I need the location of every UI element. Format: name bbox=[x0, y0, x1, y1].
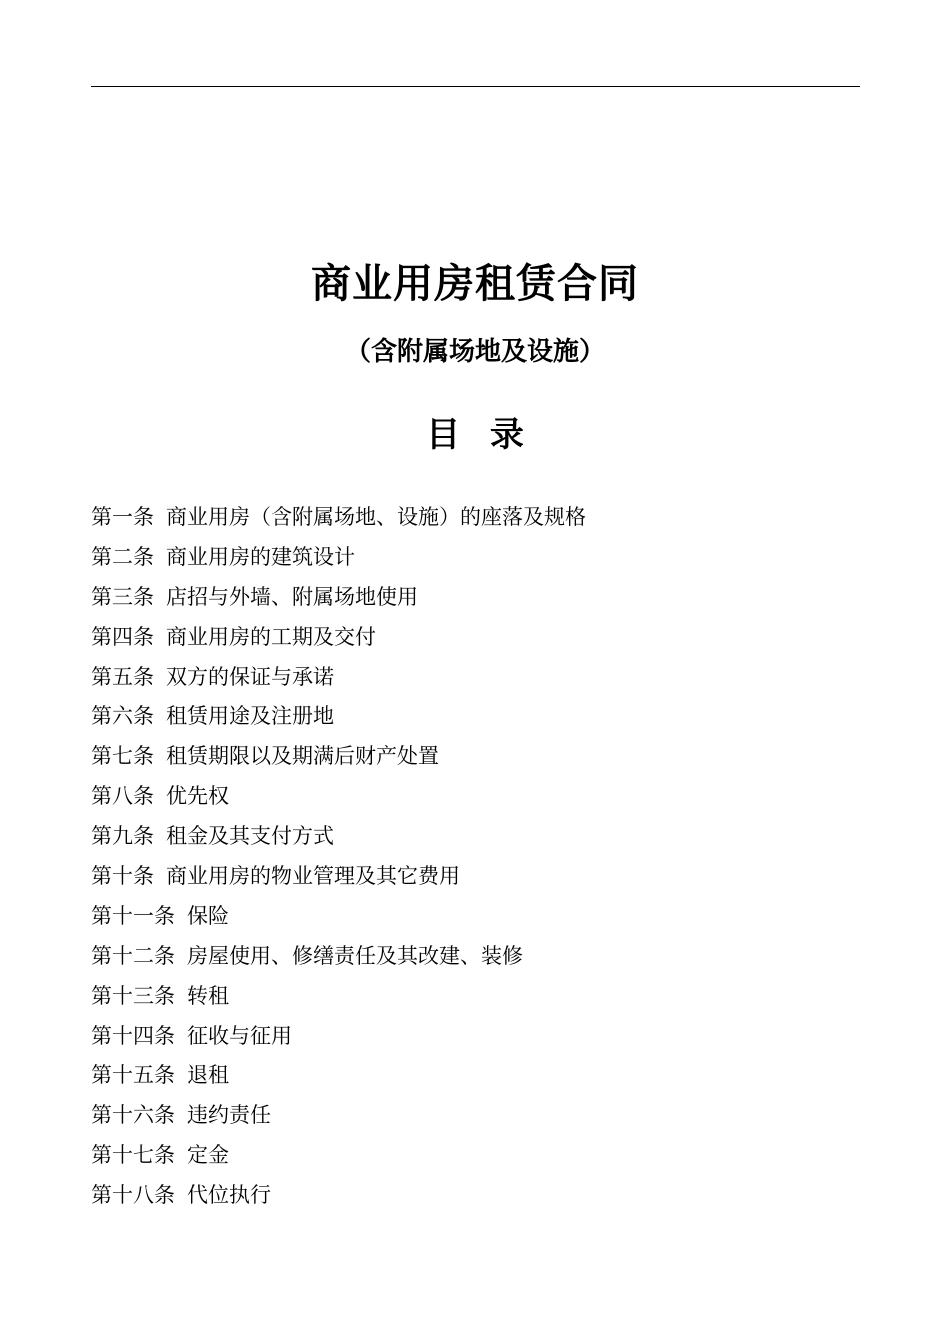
toc-item bbox=[91, 538, 851, 578]
toc-item bbox=[91, 578, 851, 618]
toc-item bbox=[91, 1096, 851, 1136]
toc-item bbox=[91, 498, 851, 538]
toc-item-number: 第十七条 bbox=[91, 1143, 175, 1168]
toc-item-title: 优先权 bbox=[166, 784, 229, 809]
toc-item-title: 租赁期限以及期满后财产处置 bbox=[166, 744, 439, 769]
document-title: 商业用房租赁合同 bbox=[311, 261, 639, 307]
toc-item-number: 第十三条 bbox=[91, 983, 175, 1008]
toc-item-number: 第四条 bbox=[91, 624, 154, 649]
toc-item-number: 第九条 bbox=[91, 824, 154, 849]
toc-item-number: 第二条 bbox=[91, 544, 154, 569]
toc-item-title: 双方的保证与承诺 bbox=[166, 664, 334, 689]
toc-item-title: 保险 bbox=[187, 903, 229, 928]
toc-item-title: 退租 bbox=[187, 1063, 229, 1088]
toc-item bbox=[91, 897, 851, 937]
toc-item-title: 租赁用途及注册地 bbox=[166, 704, 334, 729]
toc-item bbox=[91, 697, 851, 737]
toc-item-title: 违约责任 bbox=[187, 1103, 271, 1128]
toc-item-number: 第八条 bbox=[91, 784, 154, 809]
toc-item-title: 商业用房的工期及交付 bbox=[166, 624, 376, 649]
toc-item-title: 店招与外墙、附属场地使用 bbox=[166, 584, 418, 609]
toc-item bbox=[91, 977, 851, 1017]
toc-item bbox=[91, 1017, 851, 1057]
toc-item-title: 租金及其支付方式 bbox=[166, 824, 334, 849]
toc-item bbox=[91, 1136, 851, 1176]
toc-item-number: 第十一条 bbox=[91, 903, 175, 928]
toc-item-title: 商业用房的建筑设计 bbox=[166, 544, 355, 569]
toc-item bbox=[91, 857, 851, 897]
toc-item bbox=[91, 777, 851, 817]
toc-item bbox=[91, 817, 851, 857]
toc-item bbox=[91, 1056, 851, 1096]
toc-item-number: 第五条 bbox=[91, 664, 154, 689]
toc-item bbox=[91, 658, 851, 698]
toc-item bbox=[91, 618, 851, 658]
toc-item-number: 第十六条 bbox=[91, 1103, 175, 1128]
toc-item-title: 房屋使用、修缮责任及其改建、装修 bbox=[187, 943, 523, 968]
toc-item-title: 定金 bbox=[187, 1143, 229, 1168]
toc-item-title: 征收与征用 bbox=[187, 1023, 292, 1048]
toc-item bbox=[91, 1176, 851, 1216]
toc-item-title: 转租 bbox=[187, 983, 229, 1008]
toc-item-number: 第七条 bbox=[91, 744, 154, 769]
document-subtitle: （含附属场地及设施） bbox=[344, 337, 605, 367]
toc-item-number: 第十四条 bbox=[91, 1023, 175, 1048]
toc-item-title: 代位执行 bbox=[187, 1183, 271, 1208]
toc-item bbox=[91, 937, 851, 977]
toc-item-number: 第十条 bbox=[91, 864, 154, 889]
toc-item-title: 商业用房（含附属场地、设施）的座落及规格 bbox=[166, 505, 586, 529]
table-of-contents bbox=[91, 498, 851, 1216]
toc-item-number: 第十八条 bbox=[91, 1183, 175, 1208]
toc-item bbox=[91, 737, 851, 777]
toc-item-number: 第六条 bbox=[91, 704, 154, 729]
toc-item-number: 第十二条 bbox=[91, 943, 175, 968]
toc-item-number: 第十五条 bbox=[91, 1063, 175, 1088]
header-rule bbox=[91, 86, 860, 87]
toc-item-number: 第一条 bbox=[91, 505, 154, 529]
toc-item-number: 第三条 bbox=[91, 584, 154, 609]
toc-item-title: 商业用房的物业管理及其它费用 bbox=[166, 864, 460, 889]
toc-heading: 目 录 bbox=[426, 415, 524, 455]
